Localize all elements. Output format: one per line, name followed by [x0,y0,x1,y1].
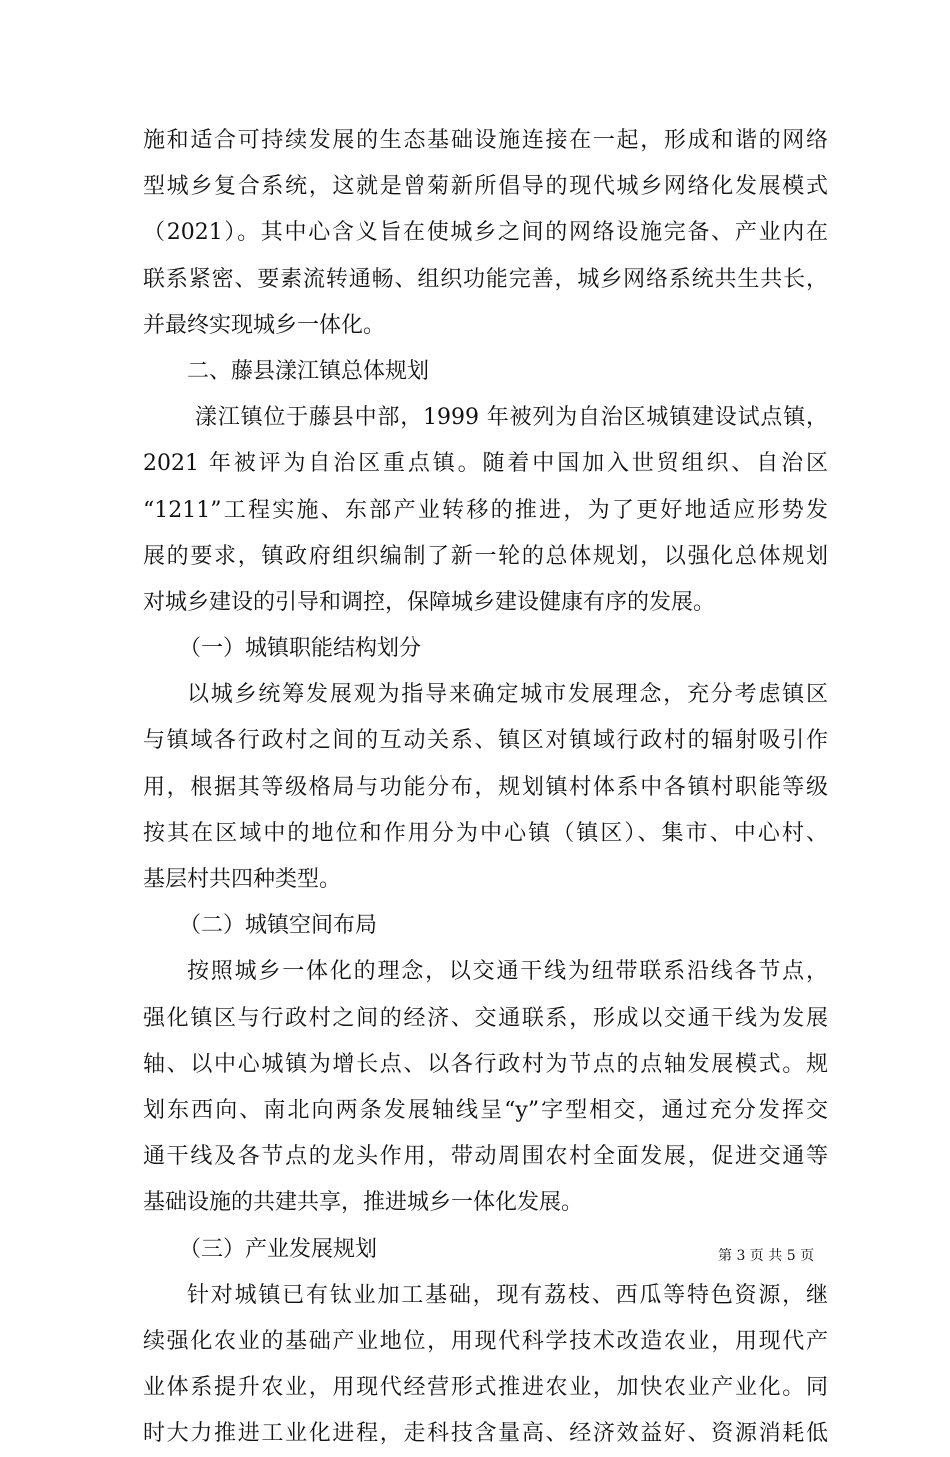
text-line: 漾江镇位于藤县中部，1999 年被列为自治区城镇建设试点镇， [195,405,828,431]
section-heading: 二、藤县漾江镇总体规划 [187,358,430,384]
text-line: 轴、以中心城镇为增长点、以各行政村为节点的点轴发展模式。规 [143,1051,828,1077]
text-line: 并最终实现城乡一体化。 [143,312,386,338]
text-line: （2021）。其中心含义旨在使城乡之间的网络设施完备、产业内在 [143,220,828,246]
subsection-heading: （三）产业发展规划 [179,1236,378,1262]
page-number-footer: 第 3 页 共 5 页 [718,1248,815,1264]
text-line: 对城乡建设的引导和调控，保障城乡建设健康有序的发展。 [143,589,716,615]
text-line: 按照城乡一体化的理念，以交通干线为纽带联系沿线各节点， [187,959,828,985]
text-line: 强化镇区与行政村之间的经济、交通联系，形成以交通干线为发展 [143,1005,828,1031]
text-line: 划东西向、南北向两条发展轴线呈“y”字型相交，通过充分发挥交 [143,1097,828,1123]
text-line: 以城乡统筹发展观为指导来确定城市发展理念，充分考虑镇区 [187,682,828,708]
text-line: 业体系提升农业，用现代经营形式推进农业，加快农业产业化。同 [143,1375,828,1401]
text-line: 通干线及各节点的龙头作用，带动周围农村全面发展，促进交通等 [143,1144,828,1170]
text-line: 展的要求，镇政府组织编制了新一轮的总体规划，以强化总体规划 [143,543,828,569]
text-line: 按其在区域中的地位和作用分为中心镇（镇区）、集市、中心村、 [143,820,828,846]
subsection-heading: （一）城镇职能结构划分 [179,636,422,662]
text-line: 型城乡复合系统，这就是曾菊新所倡导的现代城乡网络化发展模式 [143,174,828,200]
text-line: “1211”工程实施、东部产业转移的推进，为了更好地适应形势发 [143,497,828,523]
text-line: 用，根据其等级格局与功能分布，规划镇村体系中各镇村职能等级 [143,774,828,800]
text-line: 施和适合可持续发展的生态基础设施连接在一起，形成和谐的网络 [143,128,828,153]
text-line: 时大力推进工业化进程，走科技含量高、经济效益好、资源消耗低 [143,1421,828,1447]
subsection-heading: （二）城镇空间布局 [179,913,378,939]
text-line: 续强化农业的基础产业地位，用现代科学技术改造农业，用现代产 [143,1328,828,1354]
text-line: 联系紧密、要素流转通畅、组织功能完善，城乡网络系统共生共长， [143,266,828,292]
text-line: 与镇域各行政村之间的互动关系、镇区对镇域行政村的辐射吸引作 [143,728,828,754]
text-line: 针对城镇已有钛业加工基础，现有荔枝、西瓜等特色资源，继 [187,1282,828,1308]
text-line: 2021 年被评为自治区重点镇。随着中国加入世贸组织、自治区 [143,451,828,477]
text-line: 基础设施的共建共享，推进城乡一体化发展。 [143,1190,584,1216]
text-line: 基层村共四种类型。 [143,867,342,892]
